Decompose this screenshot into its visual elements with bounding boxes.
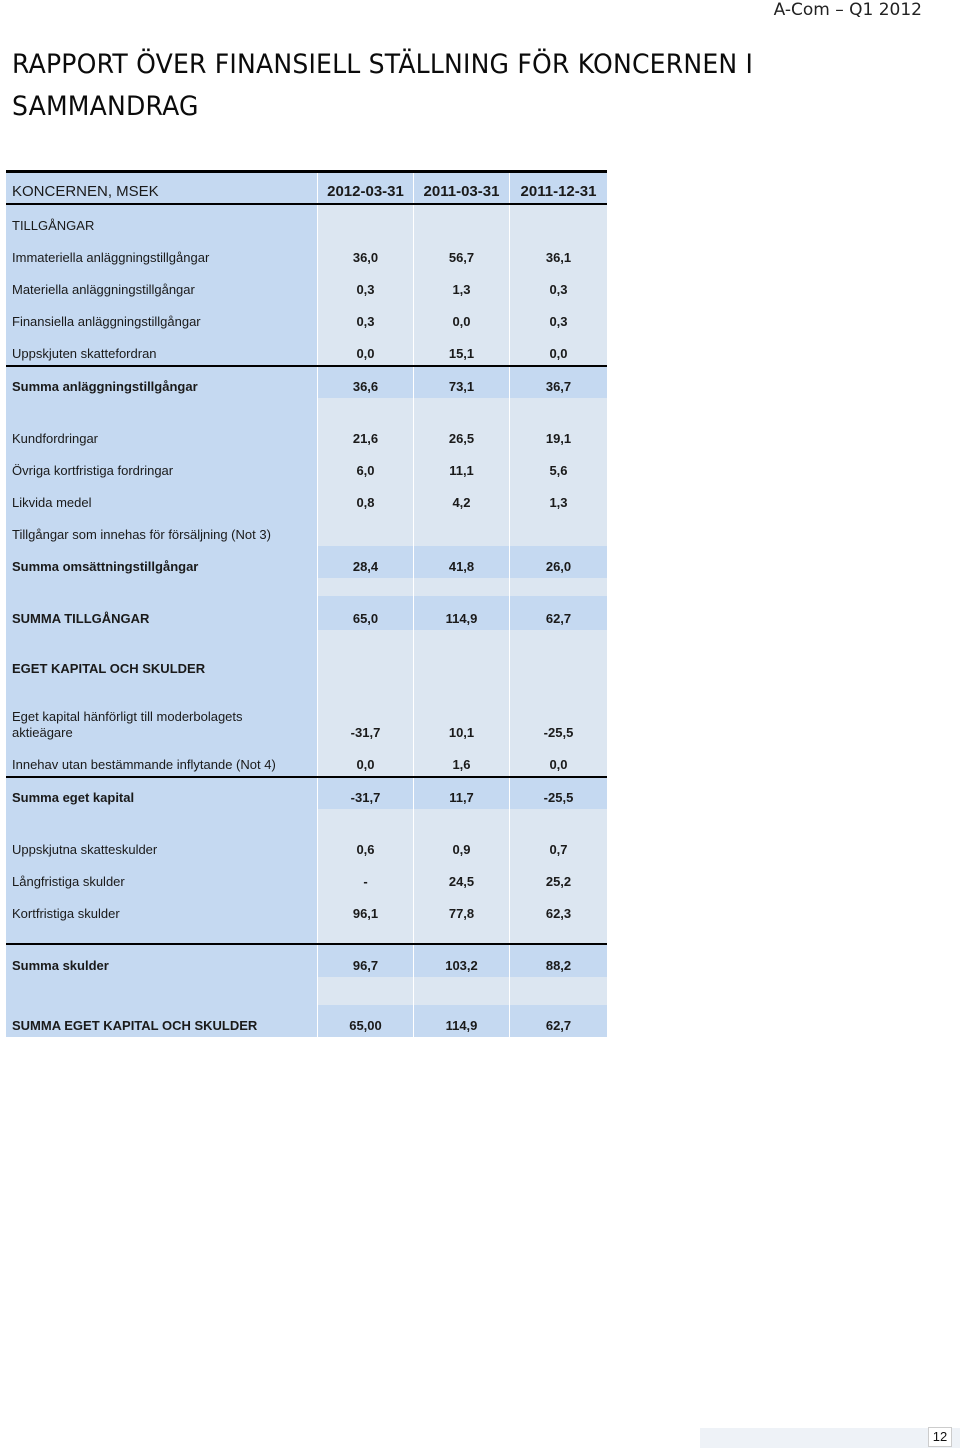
row-value: -31,7: [350, 790, 381, 805]
spacer-row: [6, 398, 607, 416]
spacer-row: [6, 630, 607, 646]
row-label: TILLGÅNGAR: [12, 218, 95, 233]
row-value: 0,0: [356, 757, 375, 772]
grand-total-row: [6, 1005, 607, 1037]
row-value: 11,1: [449, 463, 474, 478]
row-value: -25,5: [543, 725, 574, 740]
table-header-row: [6, 173, 607, 205]
table-row: [6, 482, 607, 514]
row-value: 0,3: [549, 314, 568, 329]
row-value: 114,9: [445, 1018, 478, 1033]
page-footer-band: [700, 1428, 960, 1448]
header-col-2011-12-31: 2011-12-31: [520, 183, 597, 200]
spacer-row: [6, 977, 607, 1005]
row-label: Summa eget kapital: [12, 790, 135, 805]
row-label: Innehav utan bestämmande inflytande (Not 4): [12, 757, 276, 772]
subtotal-row: [6, 367, 607, 398]
table-row: [6, 450, 607, 482]
row-label: Kundfordringar: [12, 431, 98, 446]
row-value: 96,7: [352, 958, 379, 973]
row-label: Immateriella anläggningstillgångar: [12, 250, 210, 265]
row-label: Summa skulder: [12, 958, 109, 973]
row-value: 0,3: [356, 282, 375, 297]
total-row: [6, 596, 607, 630]
row-value: 0,0: [549, 346, 568, 361]
row-value: 26,0: [545, 559, 572, 574]
row-label: Summa anläggningstillgångar: [12, 379, 198, 394]
row-value: 19,1: [545, 431, 572, 446]
table-row: [6, 893, 607, 925]
table-row: [6, 827, 607, 861]
table-row: [6, 333, 607, 367]
balance-sheet-table: [6, 170, 607, 1037]
report-header: A-Com – Q1 2012: [773, 0, 922, 20]
row-value: 103,2: [445, 958, 478, 973]
row-value: 0,0: [452, 314, 471, 329]
row-label: EGET KAPITAL OCH SKULDER: [12, 661, 206, 676]
row-value: 73,1: [448, 379, 475, 394]
row-value: 28,4: [352, 559, 379, 574]
row-value: 62,7: [545, 1018, 572, 1033]
row-value: 1,3: [452, 282, 471, 297]
row-value: 36,7: [545, 379, 572, 394]
row-label: Eget kapital hänförligt till moderbolagets aktieägare: [12, 709, 243, 740]
row-label: Summa omsättningstillgångar: [12, 559, 199, 574]
subtotal-row: [6, 546, 607, 578]
row-value: 0,9: [452, 842, 471, 857]
row-value: 0,0: [356, 346, 375, 361]
row-value: 1,6: [452, 757, 471, 772]
header-col-2012-03-31: 2012-03-31: [327, 183, 404, 200]
subtotal-row: [6, 945, 607, 977]
page-number: 12: [928, 1427, 952, 1447]
table-row: [6, 416, 607, 450]
row-value: 65,0: [352, 611, 379, 626]
row-value: 1,3: [549, 495, 568, 510]
row-value: 15,1: [448, 346, 475, 361]
spacer-row: [6, 925, 607, 945]
row-value: 41,8: [448, 559, 475, 574]
row-value: 62,3: [545, 906, 572, 921]
row-value: 0,6: [356, 842, 375, 857]
row-value: 77,8: [448, 906, 475, 921]
page-title: RAPPORT ÖVER FINANSIELL STÄLLNING FÖR KONCERNEN I SAMMANDRAG: [12, 49, 754, 122]
row-value: 25,2: [545, 874, 572, 889]
row-value: 26,5: [448, 431, 475, 446]
spacer-row: [6, 809, 607, 827]
row-value: 4,2: [452, 495, 471, 510]
row-value: 62,7: [545, 611, 572, 626]
table-row: [6, 205, 607, 237]
row-label: Långfristiga skulder: [12, 874, 125, 889]
row-value: 56,7: [448, 250, 475, 265]
row-label: SUMMA EGET KAPITAL OCH SKULDER: [12, 1018, 258, 1033]
row-value: 6,0: [356, 463, 375, 478]
row-value: 96,1: [352, 906, 379, 921]
row-value: 88,2: [545, 958, 572, 973]
row-value: 114,9: [445, 611, 478, 626]
row-value: -: [363, 874, 368, 889]
row-value: 11,7: [449, 790, 474, 805]
row-label: Likvida medel: [12, 495, 92, 510]
header-col-2011-03-31: 2011-03-31: [423, 183, 500, 200]
header-label: KONCERNEN, MSEK: [12, 183, 159, 200]
row-value: 0,3: [356, 314, 375, 329]
section-heading-row: [6, 646, 607, 680]
row-value: 0,8: [356, 495, 375, 510]
row-label: Tillgångar som innehas för försäljning (Not 3): [12, 527, 271, 542]
row-value: 0,7: [549, 842, 568, 857]
subtotal-row: [6, 778, 607, 809]
spacer-row: [6, 578, 607, 596]
row-value: 10,1: [448, 725, 475, 740]
row-value: 0,3: [549, 282, 568, 297]
row-label: Materiella anläggningstillgångar: [12, 282, 195, 297]
row-label: Uppskjutna skatteskulder: [12, 842, 158, 857]
row-label: Uppskjuten skattefordran: [12, 346, 157, 361]
table-row: [6, 301, 607, 333]
row-value: 21,6: [352, 431, 379, 446]
row-value: 36,6: [352, 379, 379, 394]
table-row: [6, 514, 607, 546]
row-label: Kortfristiga skulder: [12, 906, 120, 921]
row-label: Finansiella anläggningstillgångar: [12, 314, 201, 329]
row-value: 65,00: [349, 1018, 382, 1033]
table-row: [6, 237, 607, 269]
row-value: -31,7: [350, 725, 381, 740]
table-row: [6, 269, 607, 301]
table-row: [6, 861, 607, 893]
table-row: [6, 744, 607, 778]
row-value: 5,6: [549, 463, 568, 478]
table-row: [6, 680, 607, 744]
row-label: Övriga kortfristiga fordringar: [12, 463, 174, 478]
row-value: -25,5: [543, 790, 574, 805]
row-label: SUMMA TILLGÅNGAR: [12, 611, 150, 626]
row-value: 0,0: [549, 757, 568, 772]
row-value: 24,5: [448, 874, 475, 889]
row-value: 36,0: [352, 250, 379, 265]
row-value: 36,1: [545, 250, 572, 265]
